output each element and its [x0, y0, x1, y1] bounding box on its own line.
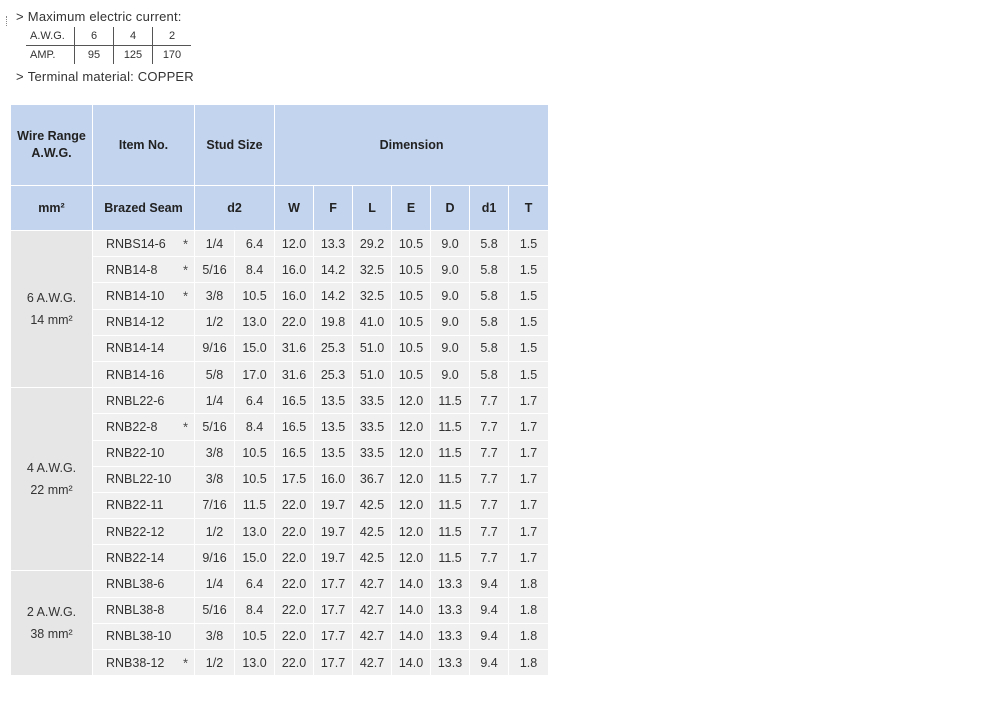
cell-d2: 13.0 [235, 650, 275, 676]
item-number: RNB14-14 [106, 341, 165, 356]
item-number: RNB22-12 [106, 524, 165, 539]
item-number-cell [93, 388, 195, 414]
cell-d: 9.0 [431, 257, 470, 283]
spec-table-body [11, 231, 549, 676]
item-number: RNBL38-10 [106, 629, 172, 644]
cell-t: 1.7 [509, 414, 549, 440]
cell-stud: 3/8 [195, 283, 235, 309]
cell-d2: 6.4 [235, 571, 275, 597]
terminal-material-label: Terminal material: COPPER [27, 69, 194, 84]
cell-f: 14.2 [314, 283, 353, 309]
cell-t: 1.5 [509, 257, 549, 283]
awg-size: 6 A.W.G. [26, 291, 77, 306]
cell-l: 36.7 [353, 466, 392, 492]
cell-l: 42.5 [353, 545, 392, 571]
cell-stud: 5/16 [195, 257, 235, 283]
cell-d2: 13.0 [235, 519, 275, 545]
cell-d1: 5.8 [470, 283, 509, 309]
brazed-seam-star-icon: * [182, 236, 188, 252]
cell-f: 13.5 [314, 440, 353, 466]
cell-d: 13.3 [431, 597, 470, 623]
item-number: RNB14-12 [106, 315, 165, 330]
cell-e: 10.5 [392, 231, 431, 257]
cell-e: 10.5 [392, 361, 431, 387]
cell-w: 22.0 [275, 650, 314, 676]
cell-f: 13.3 [314, 231, 353, 257]
cell-e: 10.5 [392, 283, 431, 309]
cell-l: 51.0 [353, 335, 392, 361]
cell-w: 17.5 [275, 466, 314, 492]
item-number-cell [93, 519, 195, 545]
cell-d: 11.5 [431, 492, 470, 518]
item-number-cell [93, 650, 195, 676]
cell-e: 10.5 [392, 257, 431, 283]
cell-l: 29.2 [353, 231, 392, 257]
cell-t: 1.7 [509, 388, 549, 414]
item-number: RNB14-10 [106, 288, 165, 303]
cell-f: 17.7 [314, 623, 353, 649]
cell-d2: 10.5 [235, 440, 275, 466]
cell-d: 13.3 [431, 650, 470, 676]
cell-d2: 6.4 [235, 231, 275, 257]
cell-t: 1.8 [509, 623, 549, 649]
cell-d2: 8.4 [235, 597, 275, 623]
cell-w: 16.0 [275, 257, 314, 283]
cell-d: 11.5 [431, 466, 470, 492]
cell-d2: 8.4 [235, 257, 275, 283]
item-number: RNBL38-8 [106, 603, 165, 618]
header-item-no: Item No. [93, 105, 195, 186]
cell-f: 19.7 [314, 519, 353, 545]
awg-value: 4 [114, 27, 153, 46]
cell-f: 25.3 [314, 335, 353, 361]
awg-size: 2 A.W.G. [26, 605, 77, 620]
awg-row-label: A.W.G. [26, 27, 75, 46]
cell-l: 42.7 [353, 650, 392, 676]
cell-f: 13.5 [314, 414, 353, 440]
item-number: RNB22-8 [106, 419, 158, 434]
cell-d: 9.0 [431, 335, 470, 361]
cell-l: 42.5 [353, 519, 392, 545]
cell-l: 42.5 [353, 492, 392, 518]
cell-f: 16.0 [314, 466, 353, 492]
header-stud-size: Stud Size [195, 105, 275, 186]
item-number-cell [93, 571, 195, 597]
item-number: RNBL22-10 [106, 472, 172, 487]
cell-e: 12.0 [392, 466, 431, 492]
cell-t: 1.7 [509, 492, 549, 518]
cell-d: 9.0 [431, 309, 470, 335]
cell-l: 32.5 [353, 283, 392, 309]
cell-e: 12.0 [392, 388, 431, 414]
cell-d: 11.5 [431, 519, 470, 545]
cell-d2: 8.4 [235, 414, 275, 440]
brazed-seam-star-icon: * [182, 262, 188, 278]
item-number-cell [93, 335, 195, 361]
amp-value: 170 [153, 46, 192, 65]
cell-f: 13.5 [314, 388, 353, 414]
header-d2: d2 [195, 186, 275, 231]
cell-w: 12.0 [275, 231, 314, 257]
cell-d1: 7.7 [470, 388, 509, 414]
cell-t: 1.8 [509, 650, 549, 676]
cell-stud: 1/2 [195, 650, 235, 676]
cell-d2: 11.5 [235, 492, 275, 518]
amp-row [26, 46, 191, 65]
arrow-marker: > [16, 69, 24, 84]
cell-d1: 9.4 [470, 650, 509, 676]
awg-size: 4 A.W.G. [26, 461, 77, 476]
cell-f: 17.7 [314, 650, 353, 676]
cell-stud: 9/16 [195, 545, 235, 571]
item-number: RNB14-16 [106, 367, 165, 382]
cell-d1: 5.8 [470, 231, 509, 257]
header-w: W [275, 186, 314, 231]
cell-stud: 1/4 [195, 388, 235, 414]
cell-t: 1.5 [509, 309, 549, 335]
cell-d1: 7.7 [470, 492, 509, 518]
item-number-cell [93, 257, 195, 283]
item-number-cell [93, 492, 195, 518]
cell-d1: 7.7 [470, 440, 509, 466]
item-number: RNB38-12 [106, 655, 165, 670]
cell-d1: 7.7 [470, 545, 509, 571]
item-number-cell [93, 440, 195, 466]
cell-t: 1.7 [509, 440, 549, 466]
cell-w: 16.5 [275, 414, 314, 440]
cell-l: 51.0 [353, 361, 392, 387]
cell-stud: 1/4 [195, 571, 235, 597]
header-row-sub [11, 186, 549, 231]
cell-d1: 5.8 [470, 309, 509, 335]
item-number: RNB22-10 [106, 446, 165, 461]
cell-d: 9.0 [431, 283, 470, 309]
header-f: F [314, 186, 353, 231]
cell-stud: 5/16 [195, 414, 235, 440]
cell-t: 1.8 [509, 571, 549, 597]
cell-f: 19.8 [314, 309, 353, 335]
mm2-size: 14 mm² [30, 313, 73, 328]
header-d: D [431, 186, 470, 231]
cell-w: 22.0 [275, 571, 314, 597]
table-row [11, 231, 549, 257]
cell-d2: 15.0 [235, 545, 275, 571]
item-number: RNB14-8 [106, 262, 158, 277]
cell-t: 1.5 [509, 283, 549, 309]
cell-d1: 9.4 [470, 597, 509, 623]
cell-l: 41.0 [353, 309, 392, 335]
cell-f: 25.3 [314, 361, 353, 387]
brazed-seam-star-icon: * [182, 655, 188, 671]
header-d1: d1 [470, 186, 509, 231]
cell-t: 1.7 [509, 545, 549, 571]
cell-e: 12.0 [392, 519, 431, 545]
cell-d: 13.3 [431, 571, 470, 597]
cell-d2: 10.5 [235, 623, 275, 649]
cell-stud: 7/16 [195, 492, 235, 518]
amp-value: 95 [75, 46, 114, 65]
wire-range-cell [11, 571, 93, 676]
margin-mark [6, 16, 8, 26]
cell-e: 14.0 [392, 571, 431, 597]
item-number-cell [93, 231, 195, 257]
cell-stud: 1/2 [195, 519, 235, 545]
brazed-seam-star-icon: * [182, 419, 188, 435]
cell-d: 9.0 [431, 231, 470, 257]
item-number-cell [93, 597, 195, 623]
cell-w: 16.5 [275, 440, 314, 466]
cell-t: 1.7 [509, 466, 549, 492]
current-rating-table [26, 27, 191, 64]
cell-e: 14.0 [392, 597, 431, 623]
cell-d: 11.5 [431, 545, 470, 571]
cell-l: 33.5 [353, 440, 392, 466]
cell-l: 33.5 [353, 388, 392, 414]
item-number: RNB22-11 [106, 498, 164, 513]
cell-e: 10.5 [392, 309, 431, 335]
cell-l: 32.5 [353, 257, 392, 283]
item-number-cell [93, 309, 195, 335]
cell-d1: 9.4 [470, 623, 509, 649]
cell-w: 22.0 [275, 519, 314, 545]
cell-f: 19.7 [314, 545, 353, 571]
cell-d: 11.5 [431, 440, 470, 466]
cell-d: 11.5 [431, 414, 470, 440]
cell-w: 22.0 [275, 597, 314, 623]
cell-stud: 3/8 [195, 623, 235, 649]
header-brazed-seam: Brazed Seam [93, 186, 195, 231]
header-t: T [509, 186, 549, 231]
header-dimension: Dimension [275, 105, 549, 186]
cell-w: 31.6 [275, 335, 314, 361]
cell-stud: 3/8 [195, 466, 235, 492]
cell-f: 17.7 [314, 571, 353, 597]
cell-l: 42.7 [353, 571, 392, 597]
cell-w: 22.0 [275, 309, 314, 335]
cell-l: 42.7 [353, 597, 392, 623]
cell-e: 14.0 [392, 650, 431, 676]
cell-d1: 5.8 [470, 257, 509, 283]
cell-t: 1.5 [509, 361, 549, 387]
item-number: RNBL22-6 [106, 393, 165, 408]
item-number: RNBS14-6 [106, 236, 166, 251]
item-number-cell [93, 466, 195, 492]
cell-stud: 5/16 [195, 597, 235, 623]
awg-value: 2 [153, 27, 192, 46]
max-current-label: Maximum electric current: [27, 9, 182, 24]
cell-f: 14.2 [314, 257, 353, 283]
table-row [11, 571, 549, 597]
cell-d: 11.5 [431, 388, 470, 414]
cell-e: 12.0 [392, 545, 431, 571]
spec-table [10, 104, 549, 676]
item-number-cell [93, 283, 195, 309]
table-row [11, 388, 549, 414]
amp-value: 125 [114, 46, 153, 65]
header-mm2: mm² [11, 186, 93, 231]
cell-d: 13.3 [431, 623, 470, 649]
item-number-cell [93, 361, 195, 387]
item-number: RNB22-14 [106, 550, 165, 565]
cell-w: 22.0 [275, 492, 314, 518]
cell-w: 16.0 [275, 283, 314, 309]
header-row-main [11, 105, 549, 186]
arrow-marker: > [16, 9, 24, 24]
max-current-note [16, 9, 182, 24]
awg-value: 6 [75, 27, 114, 46]
cell-t: 1.5 [509, 231, 549, 257]
cell-d2: 10.5 [235, 283, 275, 309]
mm2-size: 38 mm² [30, 627, 73, 642]
cell-stud: 9/16 [195, 335, 235, 361]
wire-range-cell [11, 388, 93, 571]
cell-d1: 7.7 [470, 414, 509, 440]
cell-e: 12.0 [392, 440, 431, 466]
cell-d1: 5.8 [470, 361, 509, 387]
cell-d2: 6.4 [235, 388, 275, 414]
item-number: RNBL38-6 [106, 577, 165, 592]
item-number-cell [93, 414, 195, 440]
terminal-material-note [16, 69, 194, 84]
cell-w: 16.5 [275, 388, 314, 414]
cell-l: 33.5 [353, 414, 392, 440]
cell-t: 1.8 [509, 597, 549, 623]
cell-d2: 15.0 [235, 335, 275, 361]
cell-stud: 3/8 [195, 440, 235, 466]
cell-l: 42.7 [353, 623, 392, 649]
cell-d: 9.0 [431, 361, 470, 387]
cell-d1: 9.4 [470, 571, 509, 597]
cell-d2: 13.0 [235, 309, 275, 335]
cell-e: 14.0 [392, 623, 431, 649]
cell-d1: 7.7 [470, 466, 509, 492]
cell-f: 17.7 [314, 597, 353, 623]
cell-stud: 1/2 [195, 309, 235, 335]
cell-t: 1.5 [509, 335, 549, 361]
cell-w: 31.6 [275, 361, 314, 387]
header-wire-range: Wire Range A.W.G. [11, 105, 93, 186]
cell-d1: 5.8 [470, 335, 509, 361]
header-l: L [353, 186, 392, 231]
cell-e: 12.0 [392, 414, 431, 440]
cell-f: 19.7 [314, 492, 353, 518]
header-e: E [392, 186, 431, 231]
cell-stud: 5/8 [195, 361, 235, 387]
brazed-seam-star-icon: * [182, 288, 188, 304]
wire-range-cell [11, 231, 93, 388]
item-number-cell [93, 623, 195, 649]
amp-row-label: AMP. [30, 49, 56, 61]
cell-e: 10.5 [392, 335, 431, 361]
awg-row [26, 27, 191, 46]
mm2-size: 22 mm² [30, 483, 73, 498]
cell-t: 1.7 [509, 519, 549, 545]
cell-d1: 7.7 [470, 519, 509, 545]
cell-w: 22.0 [275, 545, 314, 571]
cell-d2: 10.5 [235, 466, 275, 492]
cell-stud: 1/4 [195, 231, 235, 257]
item-number-cell [93, 545, 195, 571]
cell-d2: 17.0 [235, 361, 275, 387]
cell-w: 22.0 [275, 623, 314, 649]
cell-e: 12.0 [392, 492, 431, 518]
